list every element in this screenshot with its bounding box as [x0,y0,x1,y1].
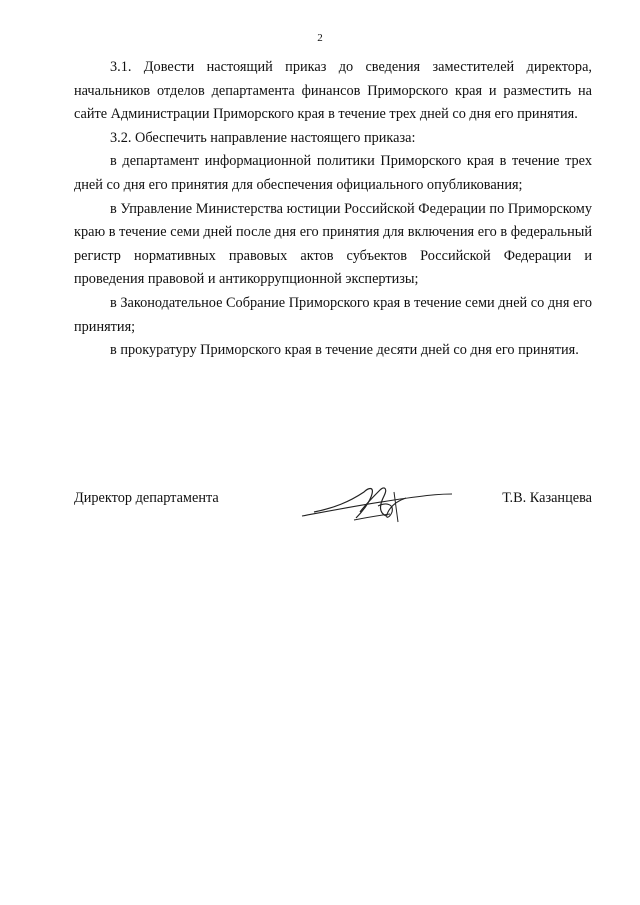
signatory-title: Директор департамента [74,490,219,506]
corner-scan-mark [592,0,622,6]
signature-block [74,488,592,528]
paragraph-prosecutor: в прокуратуру Приморского края в течение десяти дней со дня его принятия. [110,342,579,359]
handwritten-signature [294,482,454,526]
paragraph-legislative-assembly: в Законодательное Собрание Приморского края в течение семи дней со дня его принятия; [74,294,592,335]
paragraph-3-2: 3.2. Обеспечить направление настоящего приказа: [110,129,416,146]
document-body [74,56,592,363]
paragraph-3-1: 3.1. Довести настоящий приказ до сведения заместителей директора, начальников отделов департамента финансов Приморского края и разместить на сайте Администрации Приморского края в течение трех дней со дня его принятия. [74,59,592,123]
paragraph-info-policy: в департамент информационной политики Приморского края в течение трех дней со дня его принятия для обеспечения официального опубликования; [74,153,592,193]
paragraph-ministry-justice: в Управление Министерства юстиции Российской Федерации по Приморскому краю в течение семи дней после дня его принятия для включения его в федеральный регистр нормативных правовых актов субъектов Российской Федерации и проведения правовой и антикоррупционной экспертизы; [74,200,592,288]
page-number: 2 [317,32,323,44]
signatory-name: Т.В. Казанцева [502,490,592,506]
